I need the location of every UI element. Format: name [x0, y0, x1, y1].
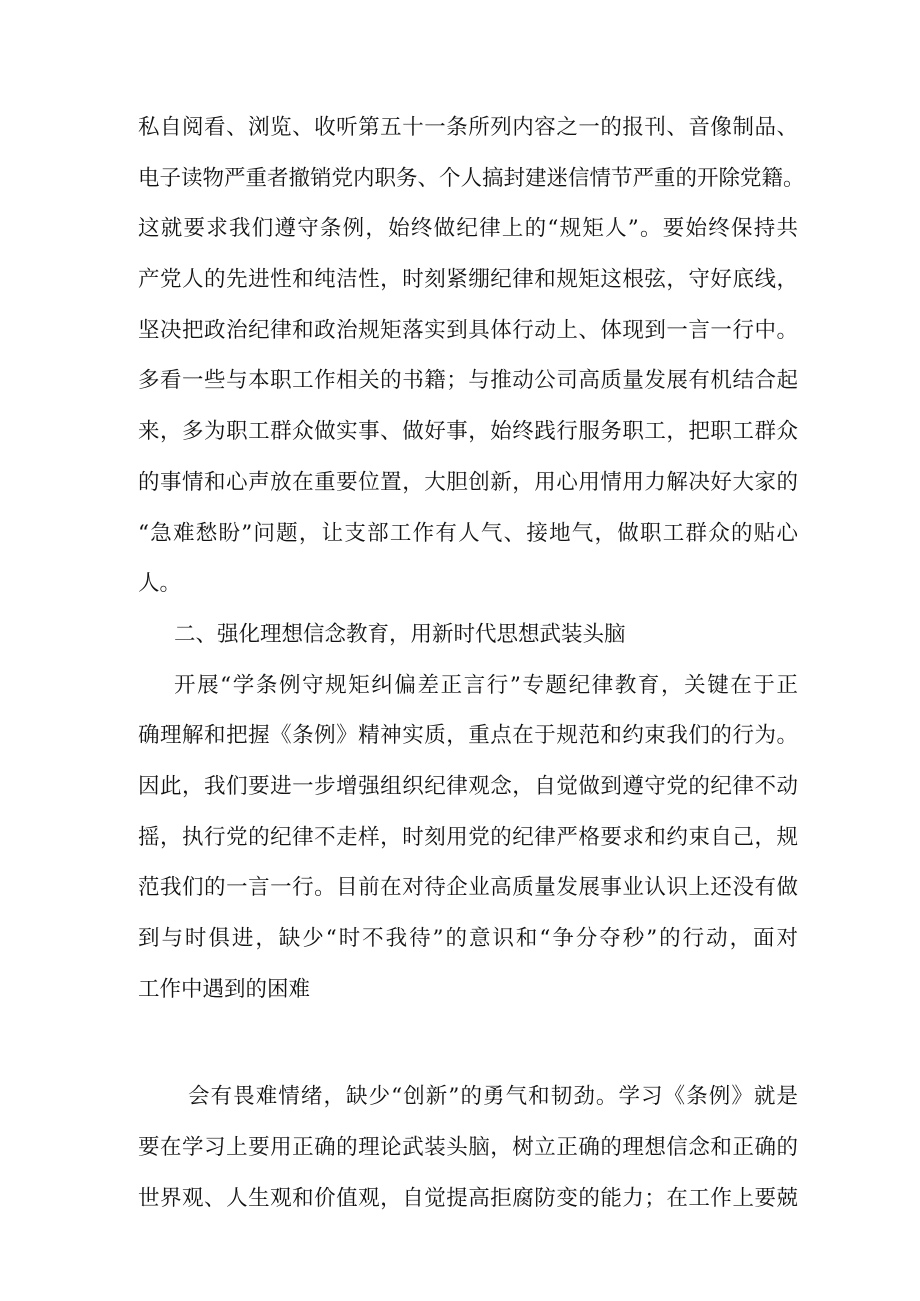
text-line: 摇，执行党的纪律不走样，时刻用党的纪律严格要求和约束自己，规	[138, 825, 798, 850]
text-line: 要在学习上要用正确的理论武装头脑，树立正确的理想信念和正确的	[138, 1135, 798, 1160]
text-line: 的事情和心声放在重要位置，大胆创新，用心用情用力解决好大家的	[138, 470, 798, 495]
text-line: 电子读物严重者撤销党内职务、个人搞封建迷信情节严重的开除党籍。	[138, 166, 805, 191]
text-line: 会有畏难情绪，缺少“创新”的勇气和韧劲。学习《条例》就是	[188, 1084, 798, 1109]
text-line: 多看一些与本职工作相关的书籍；与推动公司高质量发展有机结合起	[138, 368, 798, 393]
text-line: 范我们的一言一行。目前在对待企业高质量发展事业认识上还没有做	[138, 875, 798, 900]
text-line: 工作中遇到的困难	[138, 977, 311, 1002]
text-line: 到与时俱进，缺少“时不我待”的意识和“争分夺秒”的行动，面对	[138, 926, 798, 951]
text-line: 坚决把政治纪律和政治规矩落实到具体行动上、体现到一言一行中。	[138, 318, 798, 343]
text-line: 因此，我们要进一步增强组织纪律观念，自觉做到遵守党的纪律不动	[138, 774, 798, 799]
text-line: 开展“学条例守规矩纠偏差正言行”专题纪律教育，关键在于正	[174, 673, 798, 698]
text-line: “急难愁盼”问题，让支部工作有人气、接地气，做职工群众的贴心	[138, 521, 798, 546]
text-line: 私自阅看、浏览、收听第五十一条所列内容之一的报刊、音像制品、	[138, 115, 798, 140]
text-line: 世界观、人生观和价值观，自觉提高拒腐防变的能力；在工作上要兢	[138, 1186, 798, 1211]
text-line: 人。	[138, 571, 182, 596]
text-line: 来，多为职工群众做实事、做好事，始终践行服务职工，把职工群众	[138, 419, 798, 444]
text-line: 产党人的先进性和纯洁性，时刻紧绷纪律和规矩这根弦，守好底线，	[138, 267, 798, 292]
text-line: 确理解和把握《条例》精神实质，重点在于规范和约束我们的行为。	[138, 723, 798, 748]
text-line: 这就要求我们遵守条例，始终做纪律上的“规矩人”。要始终保持共	[138, 216, 798, 241]
section-heading: 二、强化理想信念教育，用新时代思想武装头脑	[174, 622, 626, 647]
